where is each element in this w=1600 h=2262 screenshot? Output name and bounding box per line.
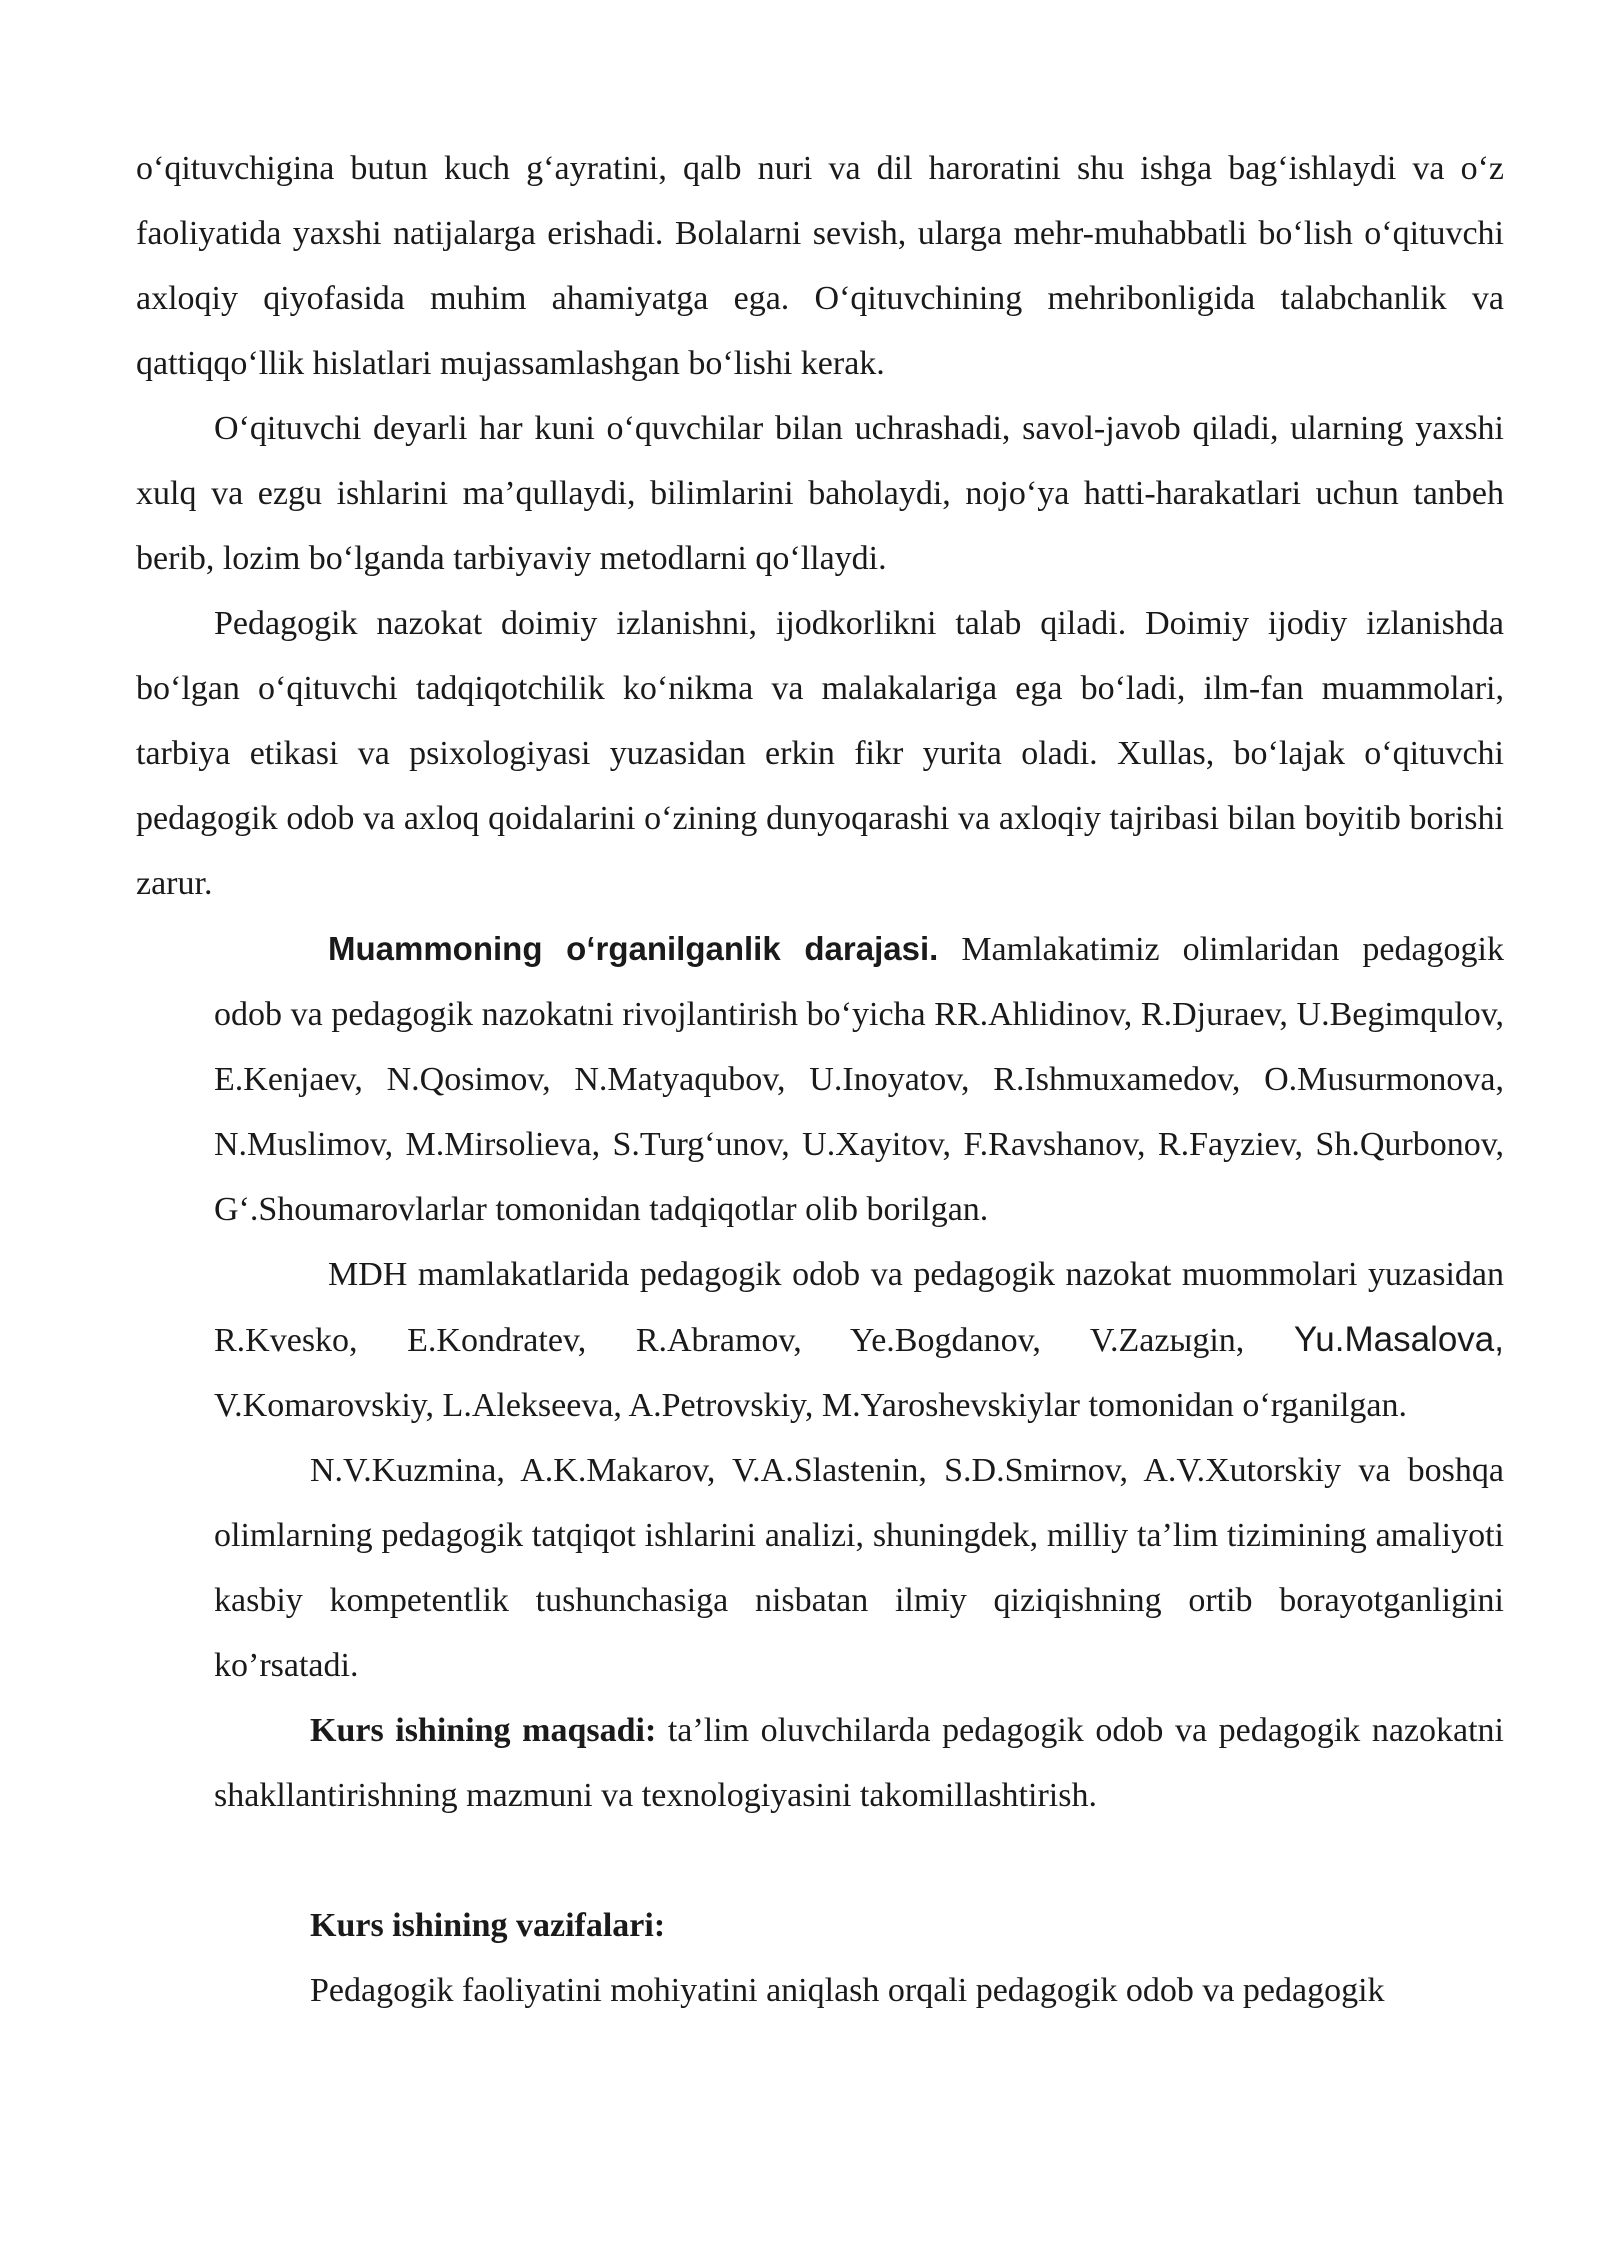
study-level-text: Mamlakatimiz olimlaridan pedagogik odob va pedagogik nazokatni rivojlantirish bo‘yicha RR.Ahlidinov, R.Djuraev, U.Begimqulov, E.Kenjaev, N.Qosimov, N.Matyaqubov, U.Inoyatov, R.Ishmuxamedov, O.Musurmonova, N.Muslimov, M.Mirsolieva, S.Turg‘unov, U.Xayitov, F.Ravshanov, R.Fayziev, Sh.Qurbonov, G‘.Shoumarovlarlar tomonidan tadqiqotlar olib borilgan. [214,931,1504,1228]
section-heading-tasks: Kurs ishining vazifalari: [310,1907,666,1944]
paragraph-goal [214,1698,1504,1828]
goal-text: ta’lim oluvchilarda pedagogik odob va pedagogik nazokatni shakllantirishning mazmuni va texnologiyasini takomillashtirish. [214,1712,1504,1814]
mdh-text-end: V.Komarovskiy, L.Alekseeva, A.Petrovskiy, M.Yaroshevskiylar tomonidan o‘rganilgan. [214,1387,1408,1424]
paragraph-3: Pedagogik nazokat doimiy izlanishni, ijodkorlikni talab qiladi. Doimiy ijodiy izlanishda bo‘lgan o‘qituvchi tadqiqotchilik ko‘nikma va malakalariga ega bo‘ladi, ilm-fan muammolari, tarbiya etikasi va psixologiyasi yuzasidan erkin fikr yurita oladi. Xullas, bo‘lajak o‘qituvchi pedagogik odob va axloq qoidalarini o‘zining dunyoqarashi va axloqiy tajribasi bilan boyitib borishi zarur. [136,605,1504,902]
paragraph-mdh [214,1242,1504,1438]
paragraph-2: O‘qituvchi deyarli har kuni o‘quvchilar bilan uchrashadi, savol-javob qiladi, ularning yaxshi xulq va ezgu ishlarini ma’qullaydi, bilimlarini baholaydi, nojo‘ya hatti-harakatlari uchun tanbeh berib, lozim bo‘lganda tarbiyaviy metodlarni qo‘llaydi. [136,410,1504,577]
section-heading-goal: Kurs ishining maqsadi: [310,1712,657,1749]
mdh-name-masalova: Yu.Masalova, [1293,1320,1504,1359]
paragraph-analysis: N.V.Kuzmina, A.K.Makarov, V.A.Slastenin, S.D.Smirnov, A.V.Xutorskiy va boshqa olimlarning pedagogik tatqiqot ishlarini analizi, shuningdek, milliy ta’lim tizimining amaliyoti kasbiy kompetentlik tushunchasiga nisbatan ilmiy qiziqishning ortib borayotganligini ko’rsatadi. [214,1452,1504,1684]
paragraph-1: o‘qituvchigina butun kuch g‘ayratini, qalb nuri va dil haroratini shu ishga bag‘ishlaydi va o‘z faoliyatida yaxshi natijalarga erishadi. Bolalarni sevish, ularga mehr-muhabbatli bo‘lish o‘qituvchi axloqiy qiyofasida muhim ahamiyatga ega. O‘qituvchining mehribonligida talabchanlik va qattiqqo‘llik hislatlari mujassamlashgan bo‘lishi kerak. [136,150,1504,382]
paragraph-tasks-heading [214,1893,1504,1958]
section-heading-study-level: Muammoning o‘rganilganlik darajasi. [328,930,939,967]
mdh-text-start: MDH mamlakatlarida pedagogik odob va pedagogik nazokat muommolari yuzasidan R.Kvesko, E.Kondratev, R.Abramov, Ye.Bogdanov, V.Zazыgin, [214,1256,1504,1359]
paragraph-tasks-text: Pedagogik faoliyatini mohiyatini aniqlash orqali pedagogik odob va pedagogik [310,1972,1385,2009]
paragraph-study-level [214,916,1504,1242]
blank-line [0,1828,1600,1893]
